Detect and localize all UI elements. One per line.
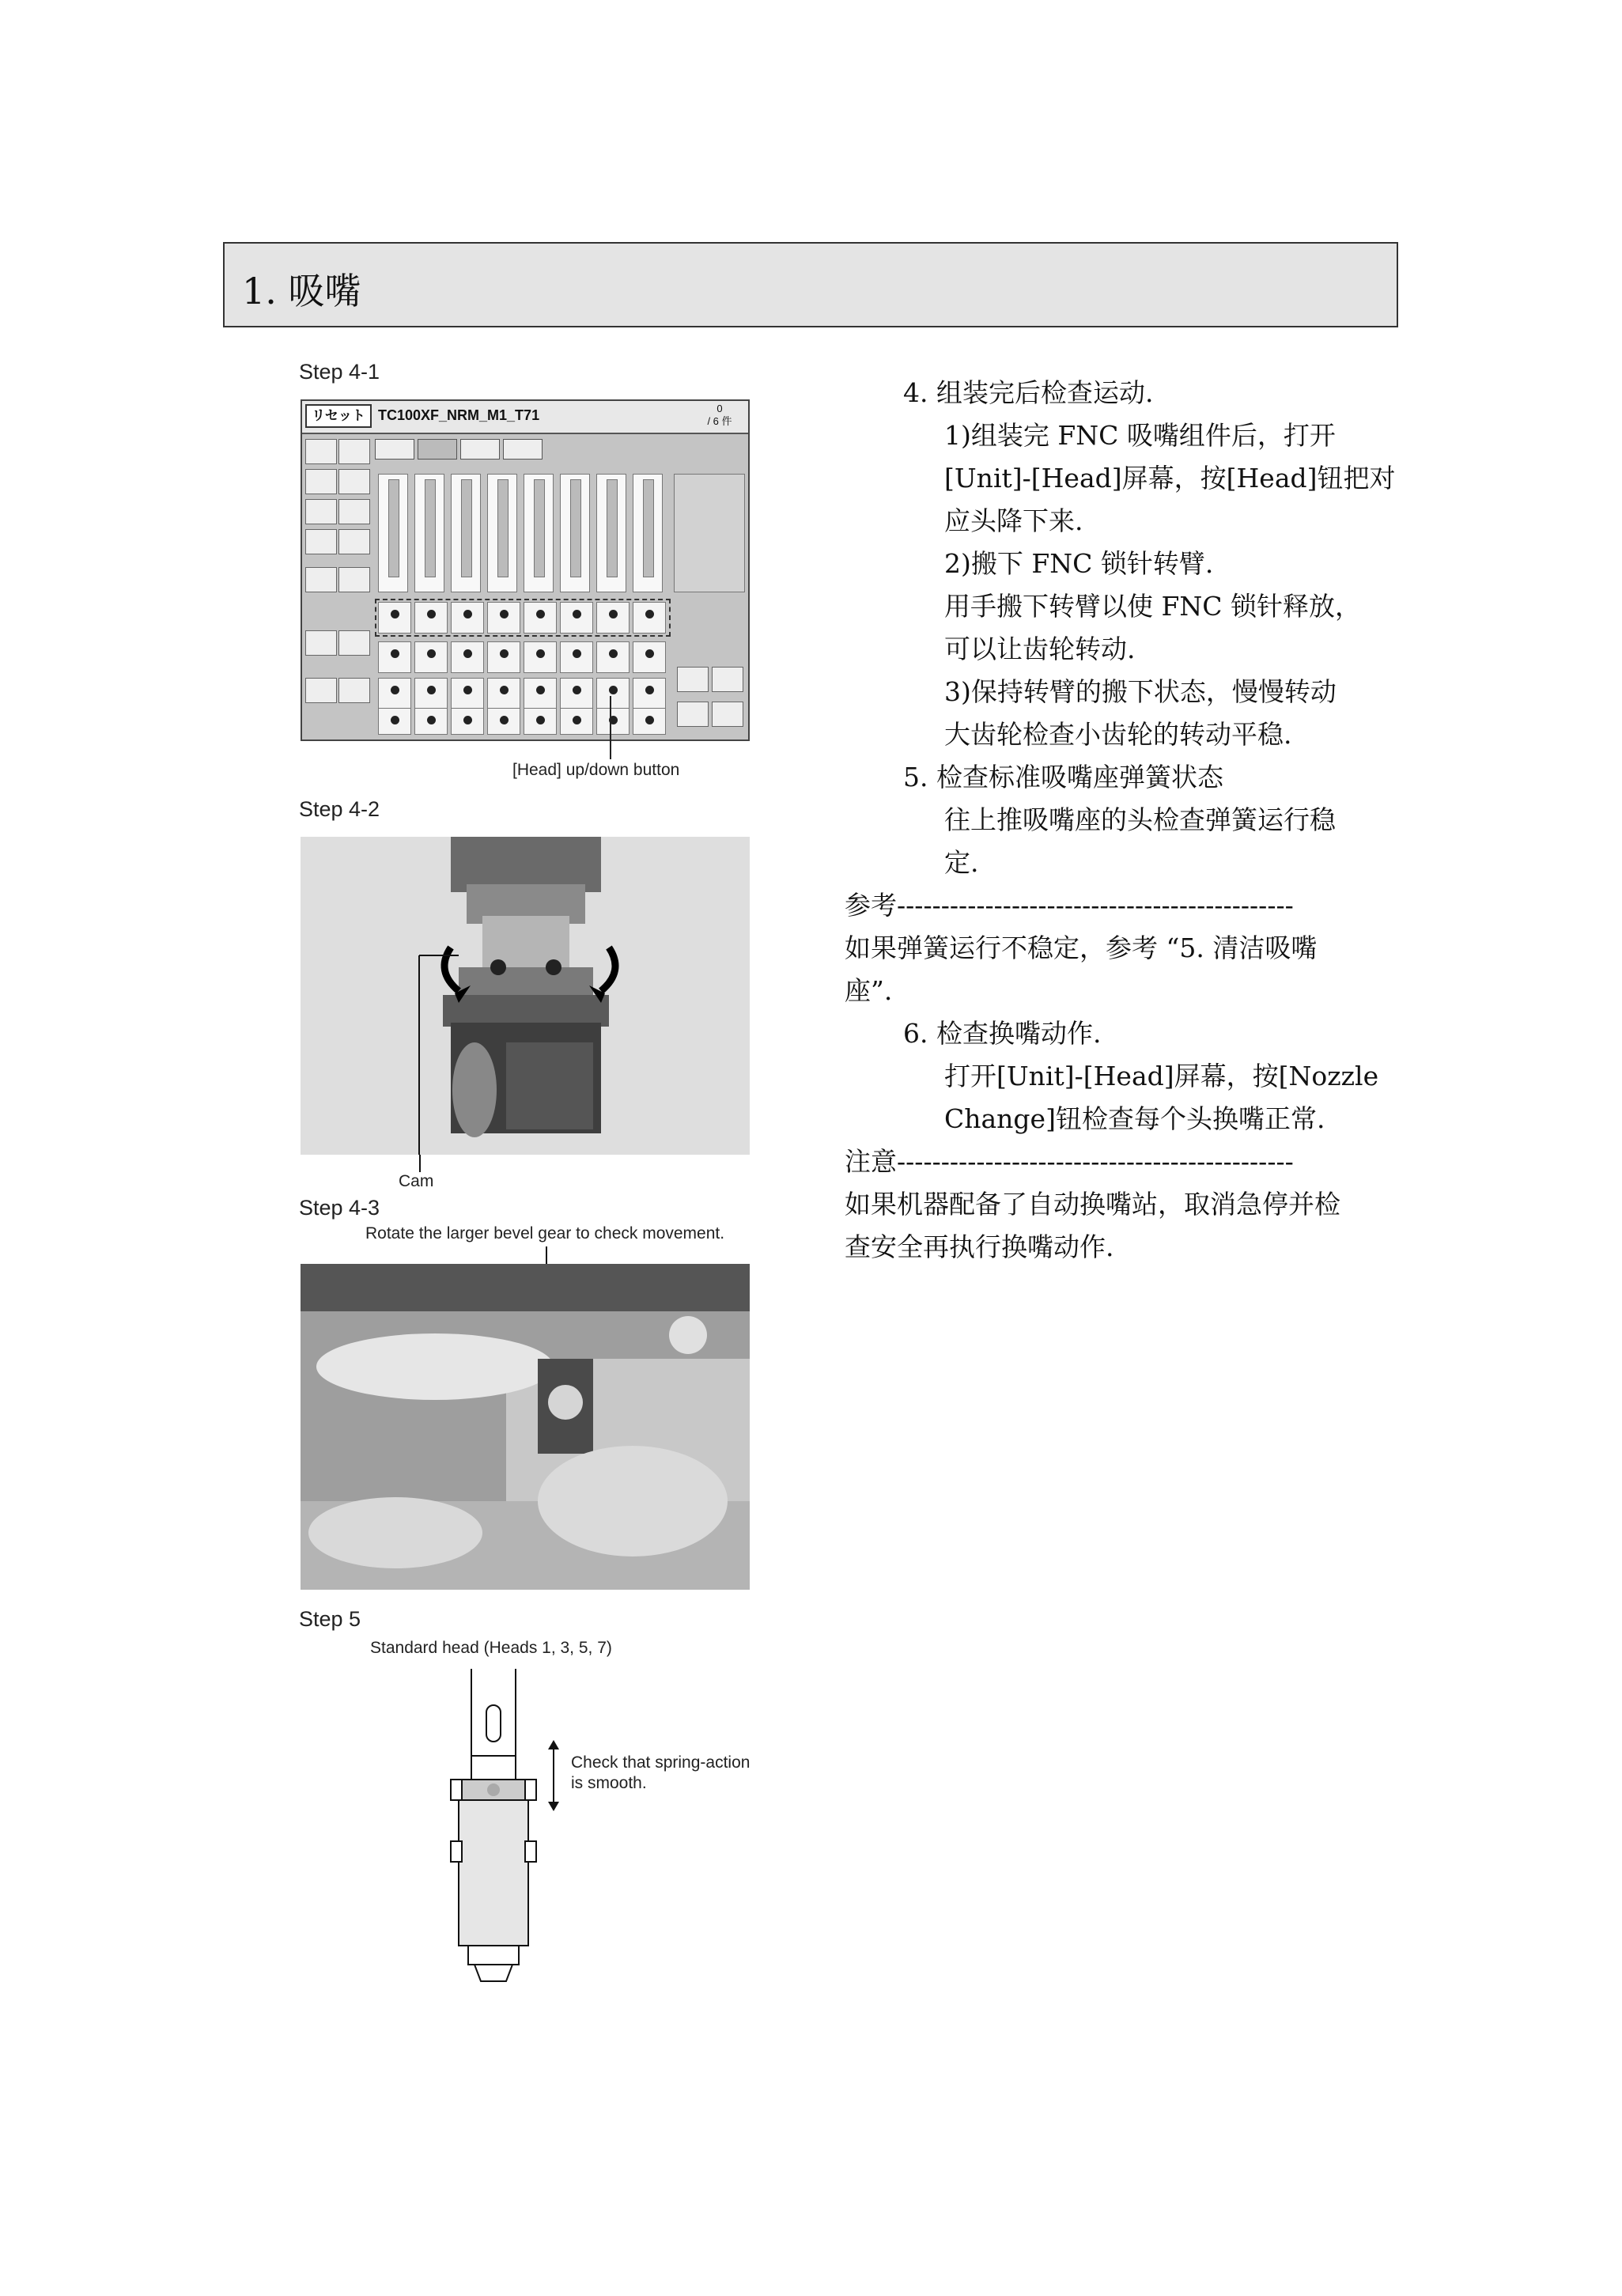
ui-info-panel <box>674 474 745 592</box>
cam-photo-illustration <box>301 837 750 1155</box>
nozzle-holder-diagram <box>443 1669 554 1985</box>
ui-button <box>524 708 557 735</box>
ui-button <box>596 708 630 735</box>
item-4-heading: 4. 组装完后检查运动. <box>903 377 1154 408</box>
bevel-gear-photo-illustration <box>301 1264 750 1590</box>
ui-button <box>633 678 666 709</box>
ui-side-button <box>305 630 337 656</box>
ui-side-button <box>338 567 370 592</box>
callout-line <box>610 696 611 759</box>
text-line: 往上推吸嘴座的头检查弹簧运行稳 <box>944 804 1336 835</box>
ui-head-4 <box>487 474 517 592</box>
cam-callout: Cam <box>399 1172 434 1190</box>
ui-button <box>524 641 557 673</box>
ui-button <box>378 678 411 709</box>
ui-button <box>560 641 593 673</box>
ui-side-button <box>677 702 709 727</box>
text-line: 用手搬下转臂以使 FNC 锁针释放， <box>944 591 1362 622</box>
bevel-gear-photo <box>301 1264 750 1590</box>
text-line: 大齿轮检查小齿轮的转动平稳. <box>944 719 1292 750</box>
ui-side-button <box>338 630 370 656</box>
ui-side-button <box>305 678 337 703</box>
standard-head-caption: Standard head (Heads 1, 3, 5, 7) <box>370 1639 612 1657</box>
text-line: 2)搬下 FNC 锁针转臂. <box>944 548 1214 579</box>
cam-photo <box>301 837 750 1155</box>
ui-tab-4 <box>503 439 543 460</box>
section-header <box>223 242 1398 327</box>
ui-button <box>378 641 411 673</box>
text-line: 如果机器配备了自动换嘴站，取消急停并检 <box>845 1189 1340 1220</box>
ui-head-updown-button <box>414 602 448 634</box>
ui-side-button <box>338 439 370 464</box>
ui-button <box>524 678 557 709</box>
double-arrow-icon <box>546 1740 561 1811</box>
ui-head-updown-button <box>487 602 520 634</box>
text-line: 3)保持转臂的搬下状态，慢慢转动 <box>944 676 1337 707</box>
ui-head-5 <box>524 474 554 592</box>
bevel-gear-caption: Rotate the larger bevel gear to check movement. <box>365 1224 725 1243</box>
ui-side-button <box>338 469 370 494</box>
ui-tab-2 <box>418 439 457 460</box>
ui-button <box>378 708 411 735</box>
ui-head-8 <box>633 474 663 592</box>
text-line: 可以让齿轮转动. <box>944 634 1136 664</box>
ui-button <box>633 641 666 673</box>
ui-side-button <box>305 567 337 592</box>
ui-button <box>451 708 484 735</box>
ui-head-updown-button <box>451 602 484 634</box>
step-4-1-label: Step 4-1 <box>299 360 380 384</box>
ui-side-button <box>338 678 370 703</box>
step-4-3-label: Step 4-3 <box>299 1196 380 1220</box>
item-5-heading: 5. 检查标准吸嘴座弹簧状态 <box>903 762 1223 792</box>
text-line: 如果弹簧运行不稳定，参考 “5. 清洁吸嘴 <box>845 932 1318 963</box>
text-line: [Unit]-[Head]屏幕，按[Head]钮把对 <box>944 463 1396 494</box>
nozzle-holder-drawing <box>443 1669 554 1985</box>
ui-title-bar <box>302 401 748 434</box>
ui-side-button <box>712 667 743 692</box>
ui-head-updown-button <box>633 602 666 634</box>
ui-side-button <box>305 439 337 464</box>
ui-side-button <box>677 667 709 692</box>
ui-head-2 <box>414 474 444 592</box>
ui-head-3 <box>451 474 481 592</box>
text-line: 查安全再执行换嘴动作. <box>845 1231 1114 1262</box>
ui-side-button <box>338 499 370 524</box>
ui-button <box>487 678 520 709</box>
machine-ui-screenshot <box>301 399 750 741</box>
ui-head-6 <box>560 474 590 592</box>
ui-side-button <box>305 529 337 554</box>
text-line: 打开[Unit]-[Head]屏幕，按[Nozzle <box>944 1061 1379 1091</box>
ui-head-7 <box>596 474 626 592</box>
spring-action-callout <box>571 1753 750 1794</box>
ui-side-button <box>305 499 337 524</box>
ui-button <box>560 708 593 735</box>
spring-callout-line-2: is smooth. <box>571 1774 647 1792</box>
step-5-label: Step 5 <box>299 1607 361 1631</box>
head-button-callout: [Head] up/down button <box>512 761 680 779</box>
ui-tab-1 <box>375 439 414 460</box>
section-title: 1. 吸嘴 <box>242 270 361 312</box>
ui-side-button <box>338 529 370 554</box>
cam-callout-line <box>419 1155 421 1172</box>
ui-button <box>560 678 593 709</box>
step-4-2-label: Step 4-2 <box>299 797 380 821</box>
text-line: 应头降下来. <box>944 505 1083 536</box>
ui-button <box>414 708 448 735</box>
ui-head-1 <box>378 474 408 592</box>
ui-button <box>596 678 630 709</box>
text-line: 定. <box>944 847 979 878</box>
ui-head-updown-button <box>524 602 557 634</box>
ui-button <box>596 641 630 673</box>
ui-button <box>633 708 666 735</box>
ui-counter: 0 / 6 件 <box>707 403 732 427</box>
spring-callout-line-1: Check that spring-action <box>571 1753 751 1772</box>
ui-side-button <box>712 702 743 727</box>
ui-button <box>487 641 520 673</box>
ui-program-name: TC100XF_NRM_M1_T71 <box>378 407 540 423</box>
ui-head-updown-button <box>596 602 630 634</box>
ui-side-button <box>305 469 337 494</box>
ui-head-updown-button <box>560 602 593 634</box>
ui-tab-3 <box>460 439 500 460</box>
item-6-heading: 6. 检查换嘴动作. <box>903 1018 1102 1049</box>
ui-button <box>414 641 448 673</box>
text-line: 座”. <box>845 975 893 1006</box>
ui-button <box>451 678 484 709</box>
ui-reset-button: リセット <box>305 404 372 428</box>
ui-button <box>451 641 484 673</box>
text-line: Change]钮检查每个头换嘴正常. <box>944 1103 1325 1134</box>
ui-head-updown-button <box>378 602 411 634</box>
caution-divider: 注意--------------------------------------------- <box>845 1146 1294 1177</box>
text-line: 1)组装完 FNC 吸嘴组件后，打开 <box>944 420 1336 451</box>
ui-button <box>487 708 520 735</box>
ui-button <box>414 678 448 709</box>
reference-divider: 参考--------------------------------------------- <box>845 890 1294 921</box>
spring-arrow <box>546 1740 561 1811</box>
